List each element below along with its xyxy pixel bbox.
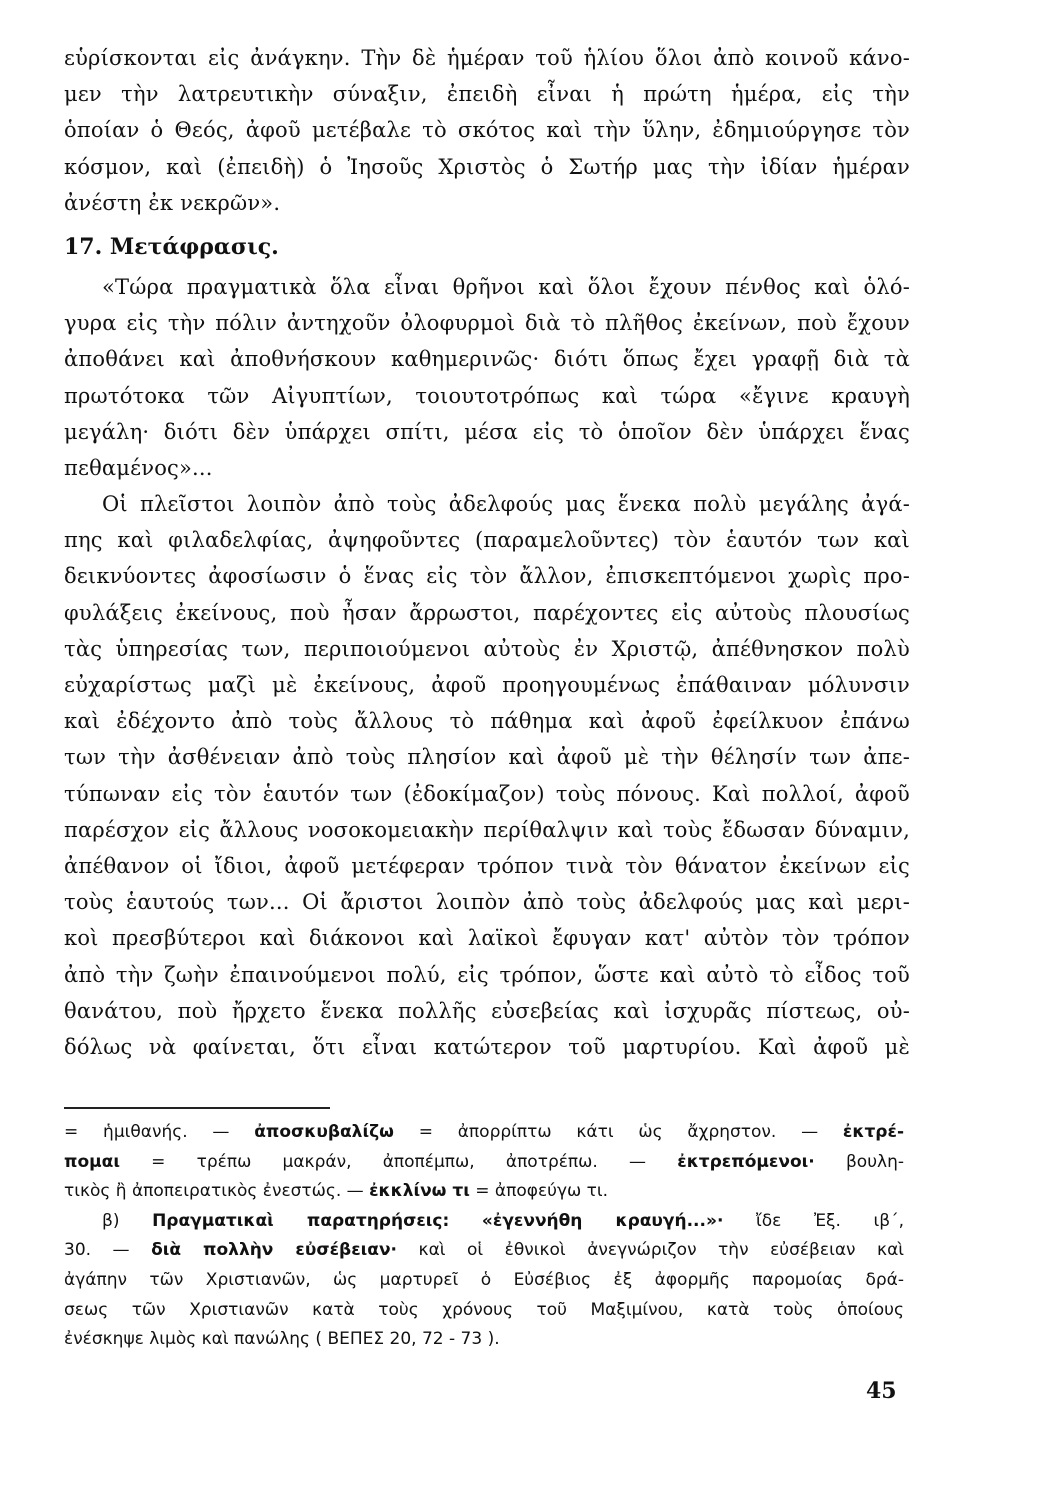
footnote-line (64, 1177, 904, 1207)
text-line: δόλως νὰ φαίνεται, ὅτι εἶναι κατώτερον τοῦ μαρτυρίου. Καὶ ἀφοῦ μὲ (64, 1034, 910, 1059)
footnotes (64, 1118, 904, 1355)
footnote-term: ἀποσκυβαλίζω (254, 1122, 394, 1142)
footnote-term: «ἐγεννήθη κραυγή...»· (481, 1210, 724, 1231)
text-line: ἀπέθανον οἱ ἴδιοι, ἀφοῦ μετέφεραν τρόπον τινὰ τὸν θάνατον ἐκείνων εἰς (64, 853, 910, 878)
text-line: θανάτου, ποὺ ἤρχετο ἕνεκα πολλῆς εὐσεβείας καὶ ἰσχυρᾶς πίστεως, οὐ- (64, 998, 910, 1023)
footnote-line: σεως τῶν Χριστιανῶν κατὰ τοὺς χρόνους τοῦ Μαξιμίνου, κατὰ τοὺς ὁποίους (64, 1299, 904, 1320)
footnote-line (64, 1118, 904, 1148)
text-line: ἀπὸ τὴν ζωὴν ἐπαινούμενοι πολύ, εἰς τρόπον, ὥστε καὶ αὐτὸ τὸ εἶδος τοῦ (64, 962, 910, 987)
main-text (64, 40, 910, 1065)
footnote-line: ἀγάπην τῶν Χριστιανῶν, ὡς μαρτυρεῖ ὁ Εὐσέβιος ἐξ ἀφορμῆς παρομοίας δρά- (64, 1269, 904, 1290)
text-line: ὁποίαν ὁ Θεός, ἀφοῦ μετέβαλε τὸ σκότος καὶ τὴν ὕλην, ἐδημιούργησε τὸν (64, 118, 910, 143)
text-line: εὑρίσκονται εἰς ἀνάγκην. Τὴν δὲ ἡμέραν τοῦ ἡλίου ὅλοι ἀπὸ κοινοῦ κάνο- (64, 46, 910, 70)
text-line: Οἱ πλεῖστοι λοιπὸν ἀπὸ τοὺς ἀδελφούς μας ἕνεκα πολὺ μεγάλης ἀγά- (102, 492, 910, 517)
footnote-term: ἐκτρεπόμενοι· (677, 1151, 815, 1172)
footnote-text: τικὸς ἢ ἀποπειρατικὸς ἐνεστώς. — (64, 1181, 364, 1202)
text-line: ἀνέστη ἐκ νεκρῶν». (64, 190, 281, 215)
text-line: τὰς ὑπηρεσίας των, περιποιούμενοι αὐτοὺς ἐν Χριστῷ, ἀπέθνησκον πολὺ (64, 636, 910, 661)
text-line: καὶ ἐδέχοντο ἀπὸ τοὺς ἄλλους τὸ πάθημα καὶ ἀφοῦ ἐφείλκυον ἐπάνω (64, 709, 910, 734)
text-line: γυρα εἰς τὴν πόλιν ἀντηχοῦν ὀλοφυρμοὶ διὰ τὸ πλῆθος ἐκείνων, ποὺ ἔχουν (64, 311, 910, 336)
footnote-text: 30. — (64, 1240, 130, 1261)
text-line: κόσμον, καὶ (ἐπειδὴ) ὁ Ἰησοῦς Χριστὸς ὁ Σωτήρ μας τὴν ἰδίαν ἡμέραν (64, 154, 910, 179)
footnote-term: ἐκτρέ- (842, 1122, 904, 1142)
text-line: τύπωναν εἰς τὸν ἑαυτόν των (ἐδοκίμαζον) τοὺς πόνους. Καὶ πολλοί, ἀφοῦ (64, 781, 910, 806)
text-line: πρωτότοκα τῶν Αἰγυπτίων, τοιουτοτρόπως καὶ τώρα «ἔγινε κραυγὴ (64, 383, 910, 408)
footnote-line (64, 1236, 904, 1266)
footnote-term: ἐκκλίνω τι (369, 1181, 470, 1202)
footnote-line (64, 1207, 904, 1237)
text-line: ἀποθάνει καὶ ἀποθνήσκουν καθημερινῶς· διότι ὅπως ἔχει γραφῇ διὰ τὰ (64, 347, 910, 372)
footnote-term: διὰ πολλὴν εὐσέβειαν· (151, 1240, 398, 1261)
footnote-term: πομαι (64, 1151, 120, 1172)
text-line: εὐχαρίστως μαζὶ μὲ ἐκείνους, ἀφοῦ προηγουμένως ἐπάθαιναν μόλυνσιν (64, 673, 910, 697)
text-line: φυλάξεις ἐκείνους, ποὺ ἦσαν ἄρρωστοι, παρέχοντες εἰς αὐτοὺς πλουσίως (64, 600, 910, 625)
footnote-text: = ἀπορρίπτω κάτι ὡς ἄχρηστον. — (418, 1122, 819, 1142)
footnote-line (64, 1148, 904, 1178)
text-line: «Τώρα πραγματικὰ ὅλα εἶναι θρῆνοι καὶ ὅλοι ἔχουν πένθος καὶ ὁλό- (102, 274, 910, 299)
text-line: μεγάλη· διότι δὲν ὑπάρχει σπίτι, μέσα εἰς τὸ ὁποῖον δὲν ὑπάρχει ἕνας (64, 419, 910, 444)
footnote-text: βουλη- (845, 1151, 904, 1172)
footnote-text: = ἀποφεύγω τι. (475, 1181, 609, 1202)
text-line: των τὴν ἀσθένειαν ἀπὸ τοὺς πλησίον καὶ ἀφοῦ μὲ τὴν θέλησίν των ἀπε- (64, 745, 910, 770)
text-line: δεικνύοντες ἀφοσίωσιν ὁ ἕνας εἰς τὸν ἄλλον, ἐπισκεπτόμενοι χωρὶς προ- (64, 564, 910, 589)
section-heading: 17. Μετάφρασις. (64, 233, 279, 260)
text-line: πης καὶ φιλαδελφίας, ἀψηφοῦντες (παραμελοῦντες) τὸν ἑαυτόν των καὶ (64, 528, 910, 553)
footnote-text: ἴδε Ἐξ. ιβ´, (756, 1210, 905, 1231)
text-line: μεν τὴν λατρευτικὴν σύναξιν, ἐπειδὴ εἶναι ἡ πρώτη ἡμέρα, εἰς τὴν (64, 82, 910, 107)
footnote-term: Πραγματικαὶ παρατηρήσεις: (152, 1210, 450, 1231)
text-line: πεθαμένος»... (64, 455, 213, 480)
footnote-divider (64, 1107, 330, 1109)
text-line: κοὶ πρεσβύτεροι καὶ διάκονοι καὶ λαϊκοὶ ἔφυγαν κατ' αὐτὸν τὸν τρόπον (64, 926, 910, 951)
footnote-text: καὶ οἱ ἐθνικοὶ ἀνεγνώριζον τὴν εὐσέβειαν καὶ (418, 1240, 905, 1261)
page-number: 45 (866, 1378, 897, 1404)
text-line: τοὺς ἑαυτούς των... Οἱ ἄριστοι λοιπὸν ἀπὸ τοὺς ἀδελφούς μας καὶ μερι- (64, 890, 910, 915)
footnote-line: ἐνέσκηψε λιμὸς καὶ πανώλης ( ΒΕΠΕΣ 20, 72 - 73 ). (64, 1329, 500, 1350)
footnote-text: β) (102, 1210, 120, 1231)
footnote-text: = ἡμιθανής. — (64, 1122, 230, 1142)
text-line: παρέσχον εἰς ἄλλους νοσοκομειακὴν περίθαλψιν καὶ τοὺς ἔδωσαν δύναμιν, (64, 817, 910, 842)
footnote-text: = τρέπω μακράν, ἀποπέμπω, ἀποτρέπω. — (151, 1151, 647, 1172)
